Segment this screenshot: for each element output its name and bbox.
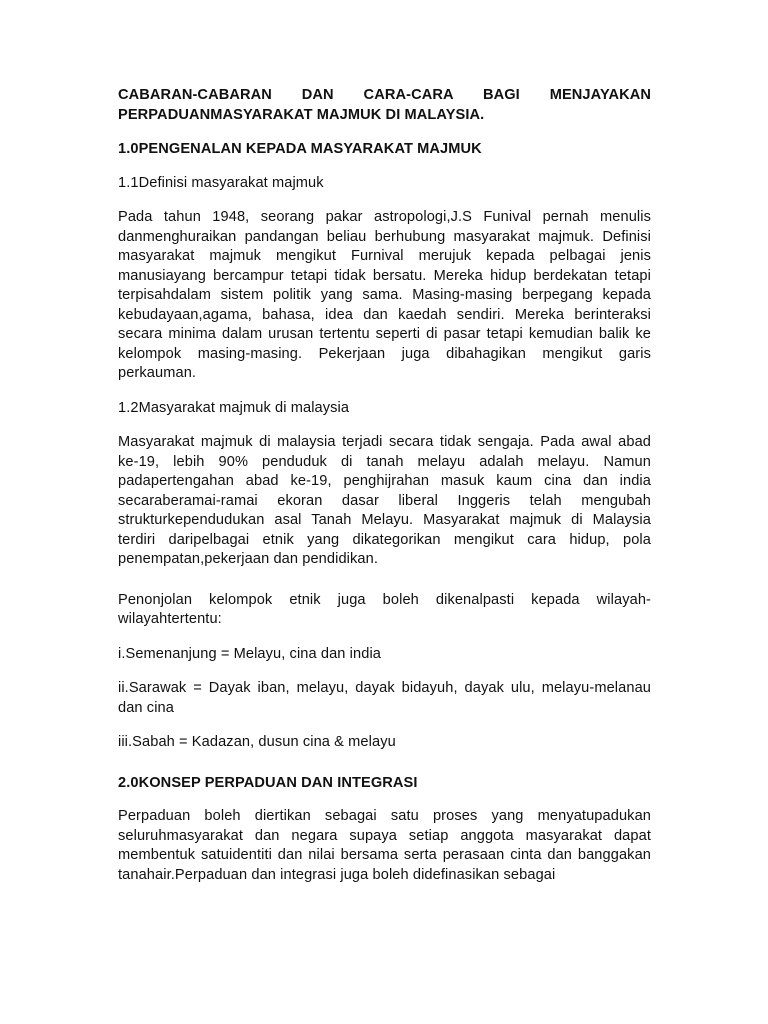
paragraph-ethnic-regions: Penonjolan kelompok etnik juga boleh dikenalpasti kepada wilayah-wilayahtertentu: <box>118 591 651 627</box>
paragraph-malaysia: Masyarakat majmuk di malaysia terjadi secara tidak sengaja. Pada awal abad ke-19, lebih 90% penduduk di tanah melayu adalah melayu. Namun padapertengahan abad ke-19, penghijrahan masuk kaum cina dan india secaraberamai-ramai ekoran dasar liberal Inggeris telah mengubah strukturkependudukan asal Tanah Melayu. Masyarakat majmuk di Malaysia terdiri daripelbagai etnik yang dikategorikan mengikut cara hidup, pola penempatan,pekerjaan dan pendidikan. <box>118 434 651 567</box>
paragraph-perpaduan: Perpaduan boleh diertikan sebagai satu proses yang menyatupadukan seluruhmasyarakat dan negara supaya setiap anggota masyarakat dapat membentuk satuidentiti dan nilai bersama serta perasaan cinta dan banggakan tanahair.Perpaduan dan integrasi juga boleh didefinasikan sebagai <box>118 808 651 883</box>
section-2-heading: 2.0KONSEP PERPADUAN DAN INTEGRASI <box>118 774 418 791</box>
document-title: CABARAN-CABARAN DAN CARA-CARA BAGI MENJAYAKAN PERPADUANMASYARAKAT MAJMUK DI MALAYSIA. <box>118 87 651 123</box>
list-item-sabah: iii.Sabah = Kadazan, dusun cina & melayu <box>118 734 396 750</box>
list-item-semenanjung: i.Semenanjung = Melayu, cina dan india <box>118 645 382 662</box>
subsection-1-2-heading: 1.2Masyarakat majmuk di malaysia <box>118 399 350 416</box>
subsection-1-1-heading: 1.1Definisi masyarakat majmuk <box>118 174 324 191</box>
section-1-heading: 1.0PENGENALAN KEPADA MASYARAKAT MAJMUK <box>118 141 482 157</box>
paragraph-definition: Pada tahun 1948, seorang pakar astropologi,J.S Funival pernah menulis danmenghuraikan pandangan beliau berhubung masyarakat majmuk. Definisi masyarakat majmuk mengikut Furnival merujuk kepada pelbagai jenis manusiayang bercampur tetapi tidak bersatu. Mereka hidup berdekatan tetapi terpisahdalam sistem politik yang sama. Masing-masing berpegang kepada kebudayaan,agama, bahasa, idea dan kaedah sendiri. Mereka berinteraksi secara minima dalam urusan tertentu seperti di pasar tetapi kemudian balik ke kelompok masing-masing. Pekerjaan juga dibahagikan mengikut garis perkauman. <box>118 209 651 381</box>
document-page <box>118 86 651 900</box>
list-item-sarawak: ii.Sarawak = Dayak iban, melayu, dayak bidayuh, dayak ulu, melayu-melanau dan cina <box>118 680 651 716</box>
